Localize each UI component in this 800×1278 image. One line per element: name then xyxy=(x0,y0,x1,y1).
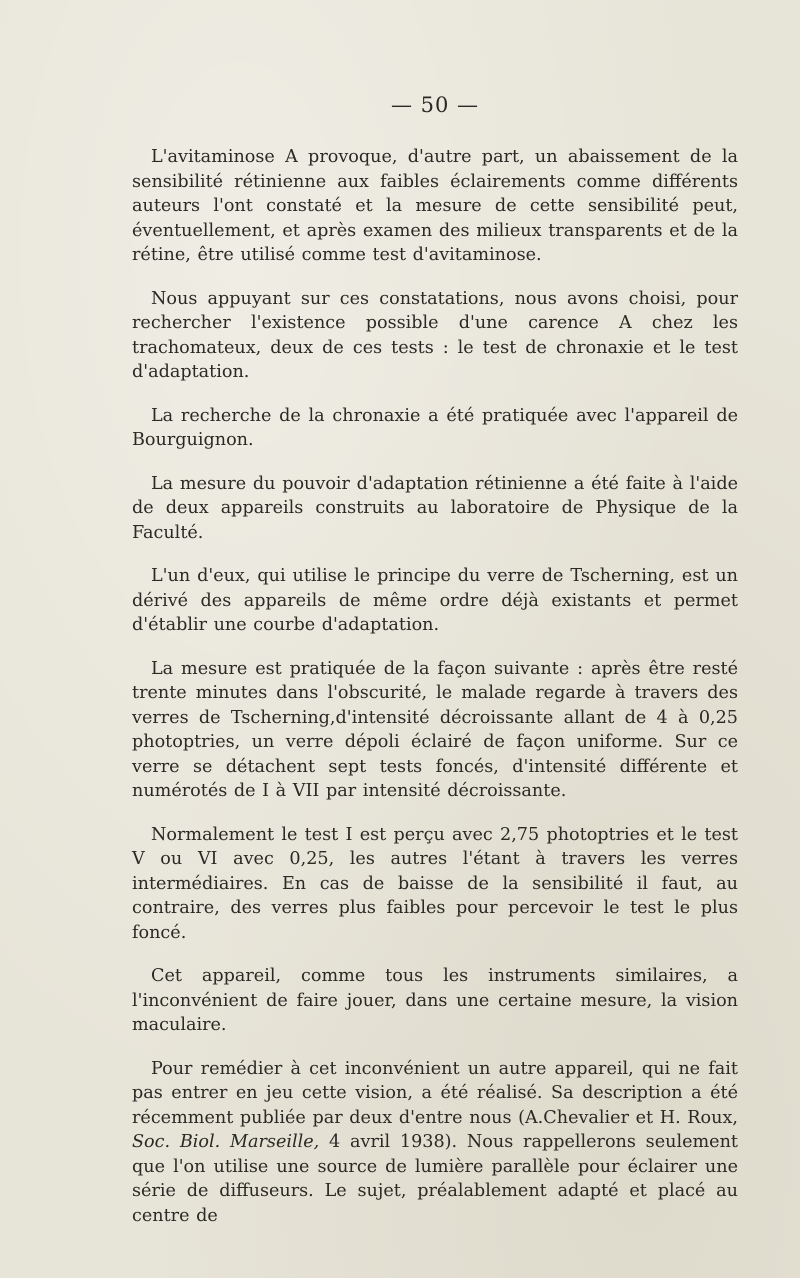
body-text xyxy=(132,145,738,1247)
paragraph-constatations: Nous appuyant sur ces constatations, nous avons choisi, pour rechercher l'existence possible d'une carence A chez les trachomateux, deux de ces tests : le test de chronaxie et le test d'adaptation. xyxy=(132,288,738,382)
paragraph-chronaxie: La recherche de la chronaxie a été pratiquée avec l'appareil de Bourguignon. xyxy=(132,405,738,450)
paragraph-tscherning: L'un d'eux, qui utilise le principe du verre de Tscherning, est un dérivé des appareils de même ordre déjà existants et permet d'établir une courbe d'adaptation. xyxy=(132,566,738,635)
paragraph-adaptation-mesure: La mesure du pouvoir d'adaptation rétinienne a été faite à l'aide de deux appareils construits au laboratoire de Physique de la Faculté. xyxy=(132,473,738,543)
paragraph-remedier-end: 4 avril 1938). Nous rappellerons seulement que l'on utilise une source de lumière parallèle pour éclairer une série de diffuseurs. Le sujet, préalablement adapté et placé au centre de xyxy=(132,1132,738,1226)
paragraph-normalement: Normalement le test I est perçu avec 2,75 photoptries et le test V ou VI avec 0,25, les autres l'étant à travers les verres intermédiaires. En cas de baisse de la sensibilité il faut, au contraire, des verres plus faibles pour percevoir le test le plus foncé. xyxy=(132,824,738,943)
paragraph-avitaminose: L'avitaminose A provoque, d'autre part, un abaissement de la sensibilité rétinienne aux faibles éclairements comme différents auteurs l'ont constaté et la mesure de cette sensibilité peut, éventuellement, et après examen des milieux transparents et de la rétine, être utilisé comme test d'avitaminose. xyxy=(132,147,738,265)
citation-journal: Soc. Biol. Marseille, xyxy=(132,1132,320,1152)
paragraph-remedier-start: Pour remédier à cet inconvénient un autre appareil, qui ne fait pas entrer en jeu cette vision, a été réalisé. Sa description a été récemment publiée par deux d'entre nous (A.Chevalier et H. Roux, xyxy=(132,1058,738,1128)
paragraph-procedure: La mesure est pratiquée de la façon suivante : après être resté trente minutes dans l'obscurité, le malade regarde à travers des verres de Tscherning,d'intensité décroissante allant de 4 à 0,25 photoptries, un verre dépoli éclairé de façon uniforme. Sur ce verre se détachent sept tests foncés, d'intensité différente et numérotés de I à VII par intensité décroissante. xyxy=(132,658,738,801)
page-number: — 50 — xyxy=(390,93,480,117)
paragraph-inconvenient: Cet appareil, comme tous les instruments similaires, a l'inconvénient de faire jouer, dans une certaine mesure, la vision maculaire. xyxy=(132,966,738,1035)
paragraph-remedier xyxy=(132,1057,738,1229)
